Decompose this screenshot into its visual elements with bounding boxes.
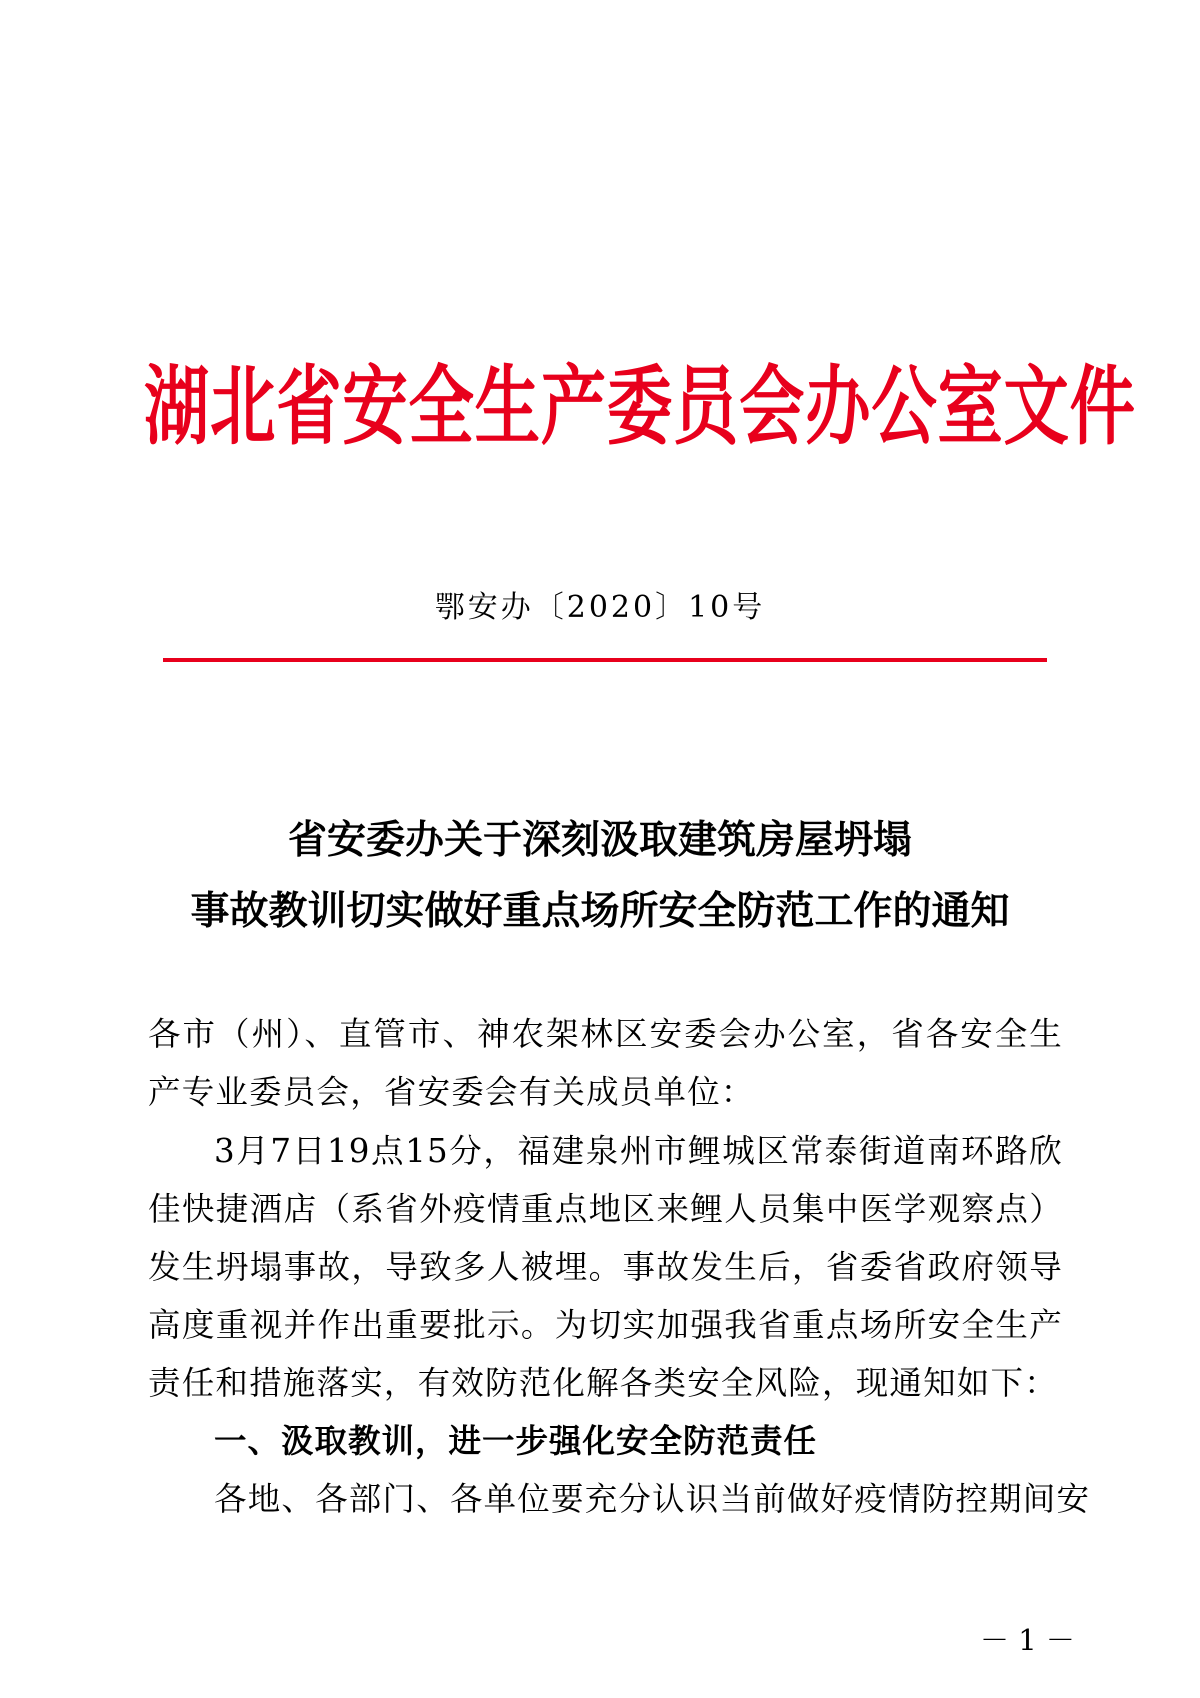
document-title-line-2: 事故教训切实做好重点场所安全防范工作的通知 <box>190 888 1010 934</box>
body-paragraph-1: 3月7日19点15分，福建泉州市鲤城区常泰街道南环路欣佳快捷酒店（系省外疫情重点地区来鲤人员集中医学观察点）发生坍塌事故，导致多人被埋。事故发生后，省委省政府领导高度重视并作出重要批示。为切实加强我省重点场所安全生产责任和措施落实，有效防范化解各类安全风险，现通知如下： <box>148 1132 1063 1402</box>
red-divider-line <box>163 658 1047 662</box>
addressee-paragraph: 各市（州）、直管市、神农架林区安委会办公室，省各安全生产专业委员会，省安委会有关成员单位： <box>148 1015 1063 1111</box>
document-masthead: 湖北省安全生产委员会办公室文件 <box>144 356 1136 457</box>
section-heading-1: 一、汲取教训，进一步强化安全防范责任 <box>214 1422 818 1460</box>
document-number: 鄂安办〔2020〕10号 <box>434 590 766 625</box>
body-paragraph-2: 各地、各部门、各单位要充分认识当前做好疫情防控期间安 <box>214 1480 1091 1518</box>
page-number: － 1 － <box>980 1623 1075 1657</box>
document-title-line-1: 省安委办关于深刻汲取建筑房屋坍塌 <box>287 817 912 863</box>
